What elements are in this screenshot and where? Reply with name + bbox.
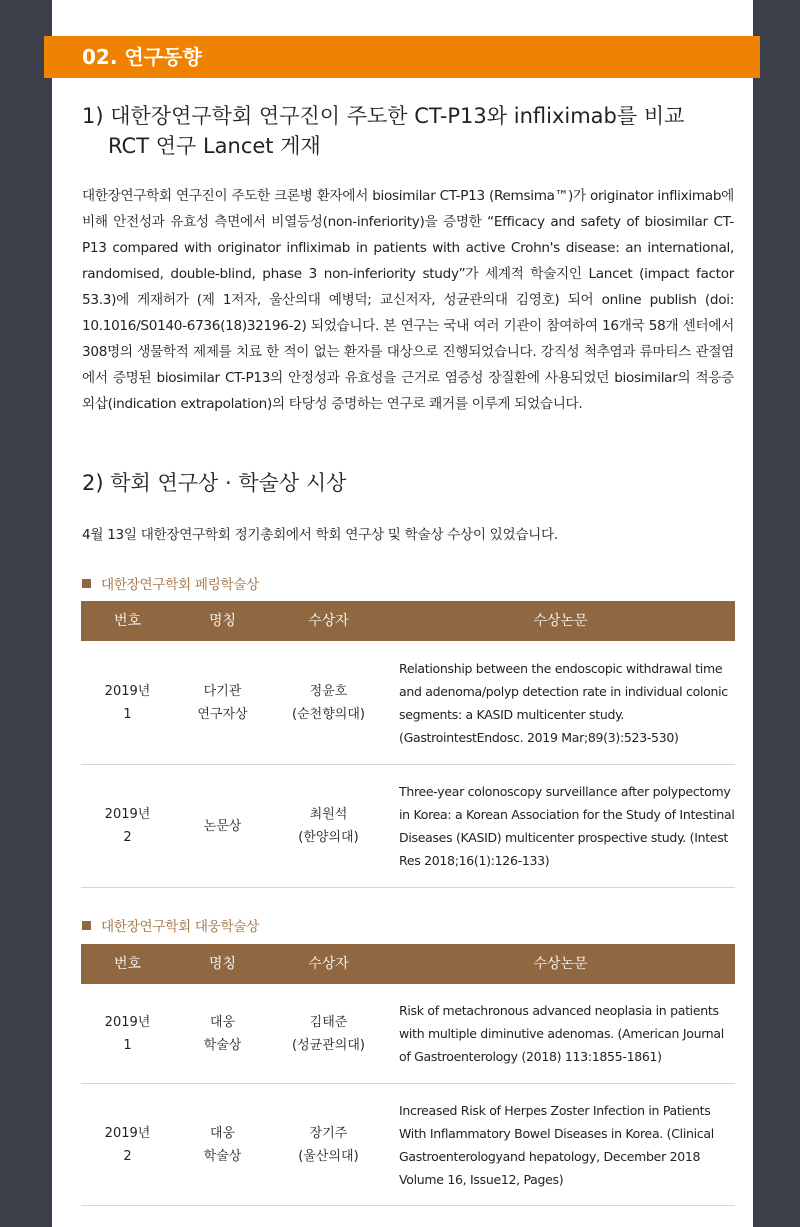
table-row <box>81 1084 735 1206</box>
cell-year: 2019년 <box>104 683 151 699</box>
table-header <box>81 601 735 641</box>
article1-heading <box>82 101 742 161</box>
award2-title <box>82 915 259 935</box>
award1-table <box>81 601 735 888</box>
article1-heading-line2: RCT 연구 Lancet 게재 <box>108 134 321 158</box>
cell-no <box>81 1011 174 1057</box>
cell-paper: Risk of metachronous advanced neoplasia in patients with multiple diminutive adenomas. (American Journal of Gastroenterology (2018) 113:1855-1861) <box>399 1003 724 1064</box>
cell-year: 2019년 <box>104 1125 151 1141</box>
cell-num: 1 <box>123 706 132 722</box>
cell-name <box>174 680 271 726</box>
cell-name <box>174 1122 271 1168</box>
cell-winner <box>271 1122 386 1168</box>
header-name: 명칭 <box>208 956 237 972</box>
cell-winner-name: 김태준 <box>309 1014 348 1030</box>
cell-name-line1: 다기관 <box>203 683 242 699</box>
cell-winner-affiliation: (울산의대) <box>298 1148 359 1164</box>
cell-no <box>81 1122 174 1168</box>
cell-name-line1: 대웅 <box>209 1014 236 1030</box>
cell-paper: Increased Risk of Herpes Zoster Infection in Patients With Inflammatory Bowel Diseases in Korea. (Clinical Gastroenterologyand hepatology, December 2018 Volume 16, Issue12, Pages) <box>399 1102 714 1187</box>
square-bullet-icon <box>82 579 91 588</box>
award1-title-text: 대한장연구학회 페링학술상 <box>101 577 259 593</box>
table-row <box>81 984 735 1084</box>
article1-heading-line1: 1) 대한장연구학회 연구진이 주도한 CT-P13와 infliximab를 비교 <box>82 104 685 128</box>
header-winner: 수상자 <box>308 956 349 972</box>
cell-num: 2 <box>123 1148 132 1164</box>
award2-table <box>81 944 735 1206</box>
cell-name-line2: 학술상 <box>203 1148 242 1164</box>
cell-name-line2: 연구자상 <box>197 706 248 722</box>
cell-paper: Three-year colonoscopy surveillance after polypectomy in Korea: a Korean Association for the Study of Intestinal Diseases (KASID) multicenter prospective study. (Intest Res 2018;16(1):126-133) <box>399 784 735 868</box>
table-row <box>81 765 735 888</box>
cell-year: 2019년 <box>104 807 151 822</box>
cell-name-line1: 논문상 <box>203 818 242 834</box>
cell-paper: Relationship between the endoscopic withdrawal time and adenoma/polyp detection rate in individual colonic segments: a KASID multicenter study. (GastrointestEndosc. 2019 Mar;89(3):523-530) <box>399 660 728 745</box>
cell-winner <box>271 680 386 726</box>
cell-name <box>174 815 271 838</box>
header-paper: 수상논문 <box>533 956 588 972</box>
cell-winner <box>271 1011 386 1057</box>
header-no: 번호 <box>113 613 142 629</box>
table-row <box>81 641 735 765</box>
cell-winner-affiliation: (한양의대) <box>298 830 359 845</box>
cell-name <box>174 1011 271 1057</box>
cell-winner <box>271 803 386 849</box>
cell-num: 2 <box>123 830 132 845</box>
award2-title-text: 대한장연구학회 대웅학술상 <box>101 919 259 935</box>
cell-winner-name: 정윤호 <box>309 683 348 699</box>
article2-intro: 4월 13일 대한장연구학회 정기총회에서 학회 연구상 및 학술상 수상이 있었습니다. <box>82 527 558 543</box>
cell-year: 2019년 <box>104 1014 151 1030</box>
square-bullet-icon <box>82 921 91 930</box>
cell-name-line1: 대웅 <box>209 1125 236 1141</box>
section-title: 02. 연구동향 <box>44 36 760 78</box>
award1-title <box>82 573 259 593</box>
cell-name-line2: 학술상 <box>203 1037 242 1053</box>
cell-winner-name: 최원석 <box>309 807 348 822</box>
header-paper: 수상논문 <box>533 613 588 629</box>
cell-winner-name: 장기주 <box>309 1125 348 1141</box>
cell-no <box>81 680 174 726</box>
header-name: 명칭 <box>208 613 237 629</box>
header-winner: 수상자 <box>308 613 349 629</box>
table-header <box>81 944 735 984</box>
cell-num: 1 <box>123 1037 132 1053</box>
cell-winner-affiliation: (순천향의대) <box>292 706 365 722</box>
cell-no <box>81 803 174 849</box>
header-no: 번호 <box>113 956 142 972</box>
cell-winner-affiliation: (성균관의대) <box>292 1037 365 1053</box>
article2-heading: 2) 학회 연구상 · 학술상 시상 <box>82 471 347 495</box>
article1-body: 대한장연구학회 연구진이 주도한 크론병 환자에서 biosimilar CT-P13 (Remsima™)가 originator infliximab에 비해 안전성과 유효성 측면에서 비열등성(non-inferiority)을 증명한 “Efficacy and safety of biosimilar CT-P13 compared with originator infliximab in patients with active Crohn's disease: an international, randomised, double-blind, phase 3 non-inferiority study”가 세계적 학술지인 Lancet (impact factor 53.3)에 게재허가 (제 1저자, 울산의대 예병덕; 교신저자, 성균관의대 김영호) 되어 online publish (doi: 10.1016/S0140-6736(18)32196-2) 되었습니다. 본 연구는 국내 여러 기관이 참여하여 16개국 58개 센터에서 308명의 생물학적 제제를 치료 한 적이 없는 환자를 대상으로 진행되었습니다. 강직성 척추염과 류마티스 관절염에서 증명된 biosimilar CT-P13의 안정성과 유효성을 근거로 염증성 장질환에 사용되었던 biosimilar의 적응증외삽(indication extrapolation)의 타당성 증명하는 연구로 쾌거를 이루게 되었습니다. <box>82 188 734 412</box>
